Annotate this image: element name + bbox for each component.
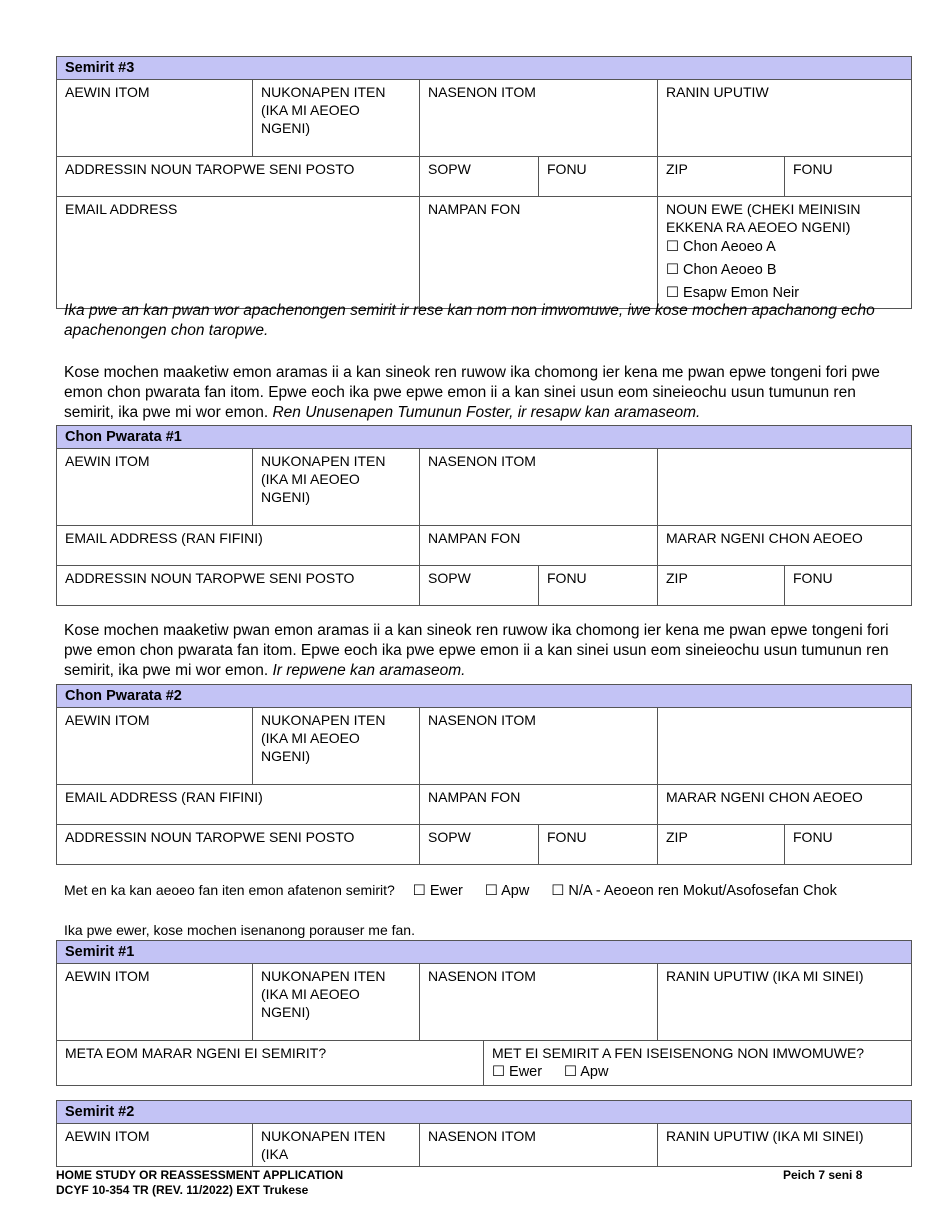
phone-type-label: NOUN EWE (CHEKI MEINISIN EKKENA RA AEOEO NGENI): [666, 201, 861, 235]
reference-2-state-field[interactable]: FONU: [539, 825, 658, 865]
child-3-county-field[interactable]: FONU: [785, 157, 912, 197]
reference-1-city-field[interactable]: SOPW: [420, 566, 539, 606]
child-3-city-field[interactable]: SOPW: [420, 157, 539, 197]
child-2-middle-name-field[interactable]: NUKONAPEN ITEN (IKA: [253, 1124, 420, 1167]
reference-1-known-years-field[interactable]: MARAR NGENI CHON AEOEO: [658, 526, 912, 566]
child-1-table: [56, 940, 912, 1086]
child-3-header: Semirit #3: [57, 57, 912, 80]
reference-1-county-field[interactable]: FONU: [785, 566, 912, 606]
child-2-table: [56, 1100, 912, 1167]
child-3-last-name-field[interactable]: NASENON ITOM: [420, 80, 658, 157]
question-no-checkbox[interactable]: ☐ Apw: [484, 883, 530, 899]
reference-2-email-field[interactable]: EMAIL ADDRESS (RAN FIFINI): [57, 785, 420, 825]
child-3-state-field[interactable]: FONU: [539, 157, 658, 197]
question-yes-checkbox[interactable]: ☐ Ewer: [412, 883, 463, 899]
option-other-checkbox[interactable]: ☐ Esapw Emon Neir: [666, 285, 800, 301]
reference-1-state-field[interactable]: FONU: [539, 566, 658, 606]
child-2-header: Semirit #2: [57, 1101, 912, 1124]
additional-children-note: Ika pwe an kan pwan wor apachenongen semirit ir rese kan nom non imwomuwe, iwe kose mochen apachanong echo apachenongen chon taropwe.: [64, 302, 875, 339]
if-yes-note: Ika pwe ewer, kose mochen isenanong porauser me fan.: [64, 922, 415, 938]
reference-1-table: [56, 425, 912, 606]
child-1-age-field[interactable]: META EOM MARAR NGENI EI SEMIRIT?: [57, 1041, 484, 1086]
child-1-placed-cell: [484, 1041, 912, 1086]
reference-2-phone-field[interactable]: NAMPAN FON: [420, 785, 658, 825]
child-2-birth-date-field[interactable]: RANIN UPUTIW (IKA MI SINEI): [658, 1124, 912, 1167]
reference-2-header: Chon Pwarata #2: [57, 685, 912, 708]
reference-2-known-years-field[interactable]: MARAR NGENI CHON AEOEO: [658, 785, 912, 825]
reference-1-first-name-field[interactable]: AEWIN ITOM: [57, 449, 253, 526]
child-1-first-name-field[interactable]: AEWIN ITOM: [57, 964, 253, 1041]
child-1-placed-yes-checkbox[interactable]: ☐ Ewer: [492, 1064, 543, 1080]
child-2-last-name-field[interactable]: NASENON ITOM: [420, 1124, 658, 1167]
child-1-header: Semirit #1: [57, 941, 912, 964]
reference-2-zip-field[interactable]: ZIP: [658, 825, 785, 865]
reference-2-city-field[interactable]: SOPW: [420, 825, 539, 865]
reference-2-blank-field[interactable]: [658, 708, 912, 785]
child-1-middle-name-field[interactable]: NUKONAPEN ITEN (IKA MI AEOEO NGENI): [253, 964, 420, 1041]
foster-question-text: Met en ka kan aeoeo fan iten emon afatenon semirit?: [64, 882, 395, 898]
child-3-birth-date-field[interactable]: RANIN UPUTIW: [658, 80, 912, 157]
child-3-phone-field[interactable]: NAMPAN FON: [420, 197, 658, 309]
option-b-checkbox[interactable]: ☐ Chon Aeoeo B: [666, 262, 777, 278]
child-3-phone-type-cell: [658, 197, 912, 309]
child-3-address-field[interactable]: ADDRESSIN NOUN TAROPWE SENI POSTO: [57, 157, 420, 197]
reference-1-header: Chon Pwarata #1: [57, 426, 912, 449]
child-1-last-name-field[interactable]: NASENON ITOM: [420, 964, 658, 1041]
reference-2-county-field[interactable]: FONU: [785, 825, 912, 865]
reference-1-instructions: Kose mochen maaketiw emon aramas ii a kan sineok ren ruwow ika chomong ier kena me pwan epwe tongeni fori pwe emon chon pwarata fan itom. Epwe eoch ika pwe epwe emon ii a kan sinei usun eom sineieochu usun tumunun ren semirit, ika pwe mi wor emon. Ren Unusenapen Tumunun Foster, ir resapw kan aramaseom.: [64, 364, 880, 421]
reference-2-first-name-field[interactable]: AEWIN ITOM: [57, 708, 253, 785]
option-a-checkbox[interactable]: ☐ Chon Aeoeo A: [666, 239, 776, 255]
reference-1-email-field[interactable]: EMAIL ADDRESS (RAN FIFINI): [57, 526, 420, 566]
child-1-placed-label: MET EI SEMIRIT A FEN ISEISENONG NON IMWOMUWE?: [492, 1045, 865, 1061]
child-3-table: [56, 56, 912, 309]
reference-1-phone-field[interactable]: NAMPAN FON: [420, 526, 658, 566]
footer-page-number: Peich 7 seni 8: [783, 1168, 863, 1182]
child-3-middle-name-field[interactable]: NUKONAPEN ITEN (IKA MI AEOEO NGENI): [253, 80, 420, 157]
child-3-first-name-field[interactable]: AEWIN ITOM: [57, 80, 253, 157]
reference-1-blank-field[interactable]: [658, 449, 912, 526]
reference-2-last-name-field[interactable]: NASENON ITOM: [420, 708, 658, 785]
reference-1-middle-name-field[interactable]: NUKONAPEN ITEN (IKA MI AEOEO NGENI): [253, 449, 420, 526]
reference-2-address-field[interactable]: ADDRESSIN NOUN TAROPWE SENI POSTO: [57, 825, 420, 865]
reference-1-address-field[interactable]: ADDRESSIN NOUN TAROPWE SENI POSTO: [57, 566, 420, 606]
child-2-first-name-field[interactable]: AEWIN ITOM: [57, 1124, 253, 1167]
reference-2-instructions: Kose mochen maaketiw pwan emon aramas ii a kan sineok ren ruwow ika chomong ier kena me pwan epwe tongeni fori pwe emon chon pwarata fan itom. Epwe eoch ika pwe epwe emon ii a kan sinei usun eom sineieochu usun tumunun ren semirit, ika pwe mi wor emon. Ir repwene kan aramaseom.: [64, 622, 889, 679]
child-3-zip-field[interactable]: ZIP: [658, 157, 785, 197]
child-1-placed-no-checkbox[interactable]: ☐ Apw: [563, 1064, 609, 1080]
reference-2-middle-name-field[interactable]: NUKONAPEN ITEN (IKA MI AEOEO NGENI): [253, 708, 420, 785]
reference-1-zip-field[interactable]: ZIP: [658, 566, 785, 606]
question-na-checkbox[interactable]: ☐ N/A - Aeoeon ren Mokut/Asofosefan Chok: [551, 883, 837, 899]
footer-form-id: DCYF 10-354 TR (REV. 11/2022) EXT Trukese: [56, 1183, 309, 1197]
child-3-email-field[interactable]: EMAIL ADDRESS: [57, 197, 420, 309]
reference-1-last-name-field[interactable]: NASENON ITOM: [420, 449, 658, 526]
child-1-birth-date-field[interactable]: RANIN UPUTIW (IKA MI SINEI): [658, 964, 912, 1041]
reference-2-table: [56, 684, 912, 865]
foster-question: [64, 880, 855, 901]
footer-title: HOME STUDY OR REASSESSMENT APPLICATION: [56, 1168, 344, 1182]
